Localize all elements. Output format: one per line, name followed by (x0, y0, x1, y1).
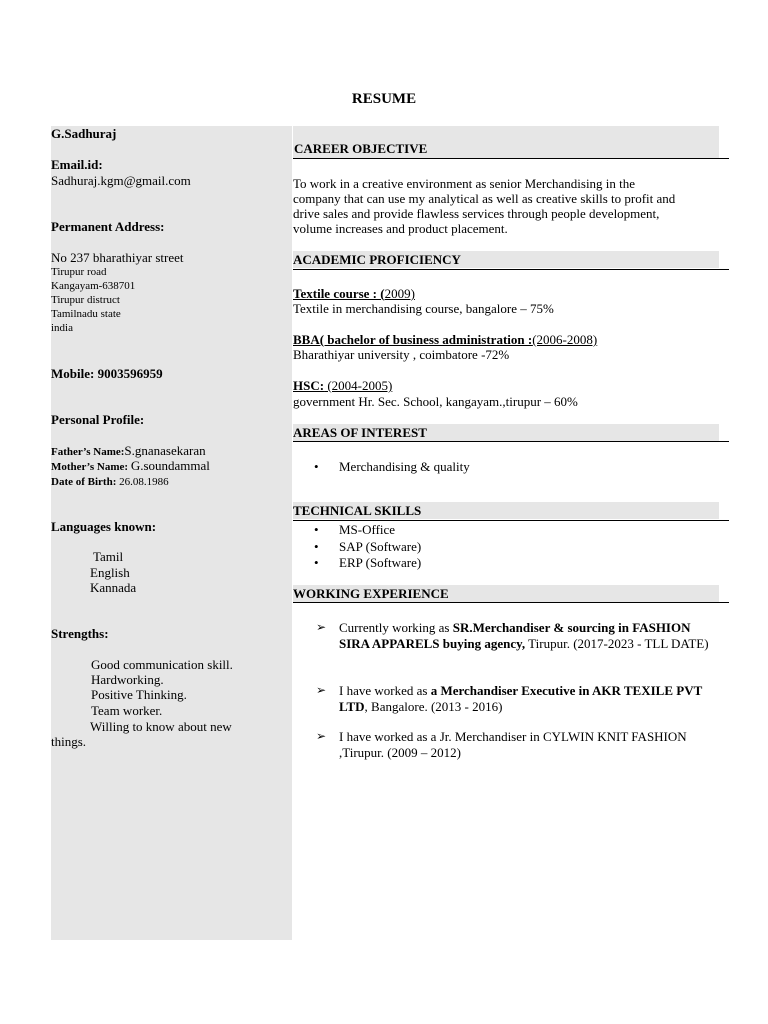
father-name (51, 443, 206, 459)
address-line: No 237 bharathiyar street (51, 250, 184, 265)
work-entry-highlight: a Merchandiser Executive in AKR TEXILE PVT LTD (339, 683, 703, 714)
work-entry (339, 729, 719, 761)
work-entry-text: , Bangalore. (2013 - 2016) (364, 699, 503, 714)
strength-item-wrap: things. (51, 734, 87, 749)
skills-heading: TECHNICAL SKILLS (293, 503, 422, 518)
career-objective-heading: CAREER OBJECTIVE (294, 141, 428, 156)
interest-heading: AREAS OF INTEREST (293, 425, 427, 440)
divider (293, 269, 729, 270)
skill-item: MS-Office (339, 522, 396, 537)
hsc-title: HSC: (293, 378, 325, 393)
work-header (293, 585, 719, 602)
work-entry (339, 620, 719, 652)
dob-label: Date of Birth: (51, 476, 120, 488)
divider (293, 158, 729, 159)
objective-line: company that can use my analytical as well as creative skills to profit and (293, 191, 676, 206)
interest-header (293, 424, 719, 441)
bba-detail: Bharathiyar university , coimbatore -72% (293, 347, 510, 362)
address-line: Tamilnadu state (51, 308, 121, 320)
interest-item: Merchandising & quality (339, 459, 470, 474)
arrow-bullet-icon: ➢ (316, 729, 327, 743)
work-entry-text: Currently working as (339, 620, 453, 635)
strengths-label: Strengths: (51, 626, 109, 641)
objective-line: volume increases and product placement. (293, 221, 508, 236)
textile-detail: Textile in merchandising course, bangalore – 75% (293, 301, 554, 316)
strength-item: Team worker. (91, 703, 163, 718)
language-item: English (90, 565, 130, 580)
academic-header (293, 251, 719, 268)
bba-course (293, 332, 597, 347)
arrow-bullet-icon: ➢ (316, 683, 327, 697)
bullet-icon: • (314, 555, 319, 570)
strength-item: Positive Thinking. (91, 687, 187, 702)
objective-line: To work in a creative environment as senior Merchandising in the (293, 176, 636, 191)
email-label: Email.id: (51, 157, 103, 172)
address-line: india (51, 322, 73, 334)
skill-item: ERP (Software) (339, 555, 422, 570)
bba-year: (2006-2008) (532, 332, 598, 347)
hsc-year: (2004-2005) (324, 378, 393, 393)
mother-name (51, 458, 210, 474)
strength-item: Good communication skill. (91, 657, 233, 672)
work-heading: WORKING EXPERIENCE (293, 586, 449, 601)
mother-label: Mother’s Name: (51, 461, 131, 473)
work-entry-text: I have worked as a Jr. Merchandiser in CYLWIN KNIT FASHION ,Tirupur. (2009 – 2012) (339, 729, 687, 760)
academic-heading: ACADEMIC PROFICIENCY (293, 252, 461, 267)
work-entry-text: I have worked as (339, 683, 431, 698)
address-line: Kangayam-638701 (51, 280, 136, 292)
arrow-bullet-icon: ➢ (316, 620, 327, 634)
personal-profile-label: Personal Profile: (51, 412, 145, 427)
textile-course (293, 286, 415, 301)
language-item: Tamil (93, 549, 124, 564)
bullet-icon: • (314, 459, 319, 474)
textile-title: Textile course : ( (293, 286, 385, 301)
mother-value: G.soundammal (130, 458, 210, 473)
dob-value: 26.08.1986 (119, 476, 169, 488)
divider (293, 520, 729, 521)
skill-item: SAP (Software) (339, 539, 422, 554)
strength-item: Willing to know about new (90, 719, 232, 734)
address-line: Tirupur distruct (51, 294, 120, 306)
textile-year: 2009) (384, 286, 415, 301)
bba-title: BBA( bachelor of business administration : (293, 332, 533, 347)
career-objective-header (293, 126, 719, 158)
date-of-birth (51, 473, 169, 489)
email-value: Sadhuraj.kgm@gmail.com (51, 173, 191, 188)
divider (293, 602, 729, 603)
resume-title: RESUME (351, 91, 417, 107)
father-label: Father’s Name: (51, 446, 125, 458)
language-item: Kannada (90, 580, 137, 595)
candidate-name: G.Sadhuraj (51, 126, 117, 141)
address-line: Tirupur road (51, 266, 107, 278)
bullet-icon: • (314, 539, 319, 554)
languages-label: Languages known: (51, 519, 157, 534)
bullet-icon: • (314, 522, 319, 537)
hsc-course (293, 378, 392, 393)
address-label: Permanent Address: (51, 219, 165, 234)
work-entry (339, 683, 719, 715)
objective-line: drive sales and provide flawless services through people development, (293, 206, 660, 221)
work-entry-text: Tirupur. (2017-2023 - TLL DATE) (525, 636, 709, 651)
hsc-detail: government Hr. Sec. School, kangayam.,tirupur – 60% (293, 394, 578, 409)
skills-header (293, 502, 719, 519)
father-value: S.gnanasekaran (124, 443, 206, 458)
divider (293, 441, 729, 442)
work-entry-highlight: SR.Merchandiser & sourcing in FASHION SIRA APPARELS buying agency, (339, 620, 691, 651)
strength-item: Hardworking. (91, 672, 164, 687)
mobile-number: Mobile: 9003596959 (51, 366, 163, 381)
